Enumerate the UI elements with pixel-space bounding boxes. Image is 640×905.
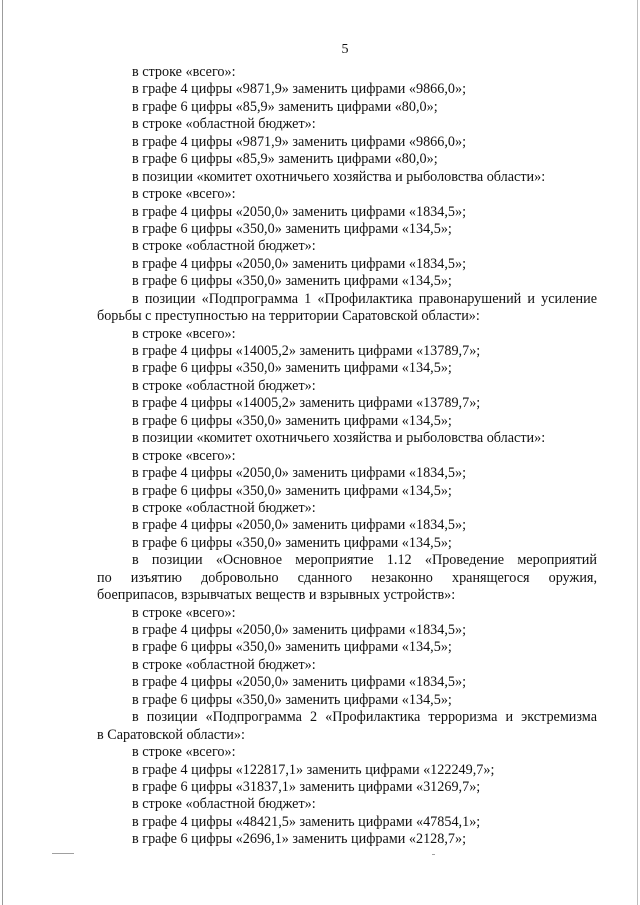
text-line: в графе 4 цифры «2050,0» заменить цифрами «1834,5»; <box>132 255 467 272</box>
text-line: в графе 4 цифры «2050,0» заменить цифрами «1834,5»; <box>132 465 467 482</box>
text-line: в строке «областной бюджет»: <box>132 377 316 394</box>
text-line: в графе 4 цифры «48421,5» заменить цифрами «47854,1»; <box>132 813 481 830</box>
text-line: в строке «всего»: <box>132 447 236 464</box>
text-line: в строке «всего»: <box>132 64 236 80</box>
text-line: в графе 6 цифры «350,0» заменить цифрами «134,5»; <box>132 220 452 237</box>
text-line: в позиции «Основное мероприятие 1.12 «Проведение мероприятий <box>132 552 597 569</box>
text-line: в графе 6 цифры «350,0» заменить цифрами «134,5»; <box>132 482 452 499</box>
text-line: в строке «областной бюджет»: <box>132 499 316 516</box>
text-line: в графе 4 цифры «122817,1» заменить цифрами «122249,7»; <box>132 761 495 778</box>
text-line: боеприпасов, взрывчатых веществ и взрывных устройств»: <box>97 587 456 604</box>
scan-artifact <box>52 853 74 854</box>
text-line: в позиции «комитет охотничьего хозяйства и рыболовства области»: <box>132 168 546 185</box>
text-line: в строке «областной бюджет»: <box>132 796 316 813</box>
text-line: в графе 4 цифры «14005,2» заменить цифрами «13789,7»; <box>132 395 481 412</box>
text-line: в графе 6 цифры «85,9» заменить цифрами «80,0»; <box>132 98 438 115</box>
text-line: в графе 6 цифры «350,0» заменить цифрами «134,5»; <box>132 534 452 551</box>
text-line: в строке «всего»: <box>132 325 236 342</box>
scan-edge-right <box>637 0 638 905</box>
text-line: в позиции «комитет охотничьего хозяйства и рыболовства области»: <box>132 430 546 447</box>
text-line: в строке «всего»: <box>132 604 236 621</box>
text-line: в графе 4 цифры «9871,9» заменить цифрами «9866,0»; <box>132 81 467 98</box>
text-line: в Саратовской области»: <box>97 726 245 743</box>
text-line: в графе 4 цифры «2050,0» заменить цифрами «1834,5»; <box>132 622 467 638</box>
text-line: в графе 6 цифры «350,0» заменить цифрами «134,5»; <box>132 412 452 429</box>
text-line: в строке «всего»: <box>132 186 236 203</box>
text-line: по изъятию добровольно сданного незаконно хранящегося оружия, <box>97 569 597 586</box>
text-line: в графе 4 цифры «2050,0» заменить цифрами «1834,5»; <box>132 203 467 220</box>
text-line: в графе 4 цифры «9871,9» заменить цифрами «9866,0»; <box>132 133 467 150</box>
text-line: в строке «областной бюджет»: <box>132 116 316 133</box>
text-line: в строке «всего»: <box>132 744 236 761</box>
scan-edge-left <box>2 0 3 905</box>
text-line: в графе 6 цифры «85,9» заменить цифрами «80,0»; <box>132 151 438 168</box>
text-line: в графе 6 цифры «350,0» заменить цифрами «134,5»; <box>132 639 452 656</box>
page-number: 5 <box>341 42 349 57</box>
scan-artifact <box>432 854 435 855</box>
text-line: в графе 6 цифры «31837,1» заменить цифрами «31269,7»; <box>132 778 481 795</box>
text-line: в строке «областной бюджет»: <box>132 238 316 255</box>
text-line: в графе 4 цифры «14005,2» заменить цифрами «13789,7»; <box>132 343 481 359</box>
text-line: в графе 4 цифры «2050,0» заменить цифрами «1834,5»; <box>132 517 467 534</box>
text-line: в позиции «Подпрограмма 1 «Профилактика правонарушений и усиление <box>132 290 597 307</box>
text-line: в графе 6 цифры «350,0» заменить цифрами «134,5»; <box>132 691 452 708</box>
text-line: в графе 6 цифры «350,0» заменить цифрами «134,5»; <box>132 360 452 377</box>
text-line: в позиции «Подпрограмма 2 «Профилактика терроризма и экстремизма <box>132 709 597 726</box>
text-line: в графе 6 цифры «350,0» заменить цифрами «134,5»; <box>132 273 452 290</box>
text-line: в графе 6 цифры «2696,1» заменить цифрами «2128,7»; <box>132 831 467 848</box>
text-line: в графе 4 цифры «2050,0» заменить цифрами «1834,5»; <box>132 674 467 691</box>
document-body <box>97 64 597 849</box>
text-line: в строке «областной бюджет»: <box>132 656 316 673</box>
text-line: борьбы с преступностью на территории Саратовской области»: <box>97 308 480 325</box>
